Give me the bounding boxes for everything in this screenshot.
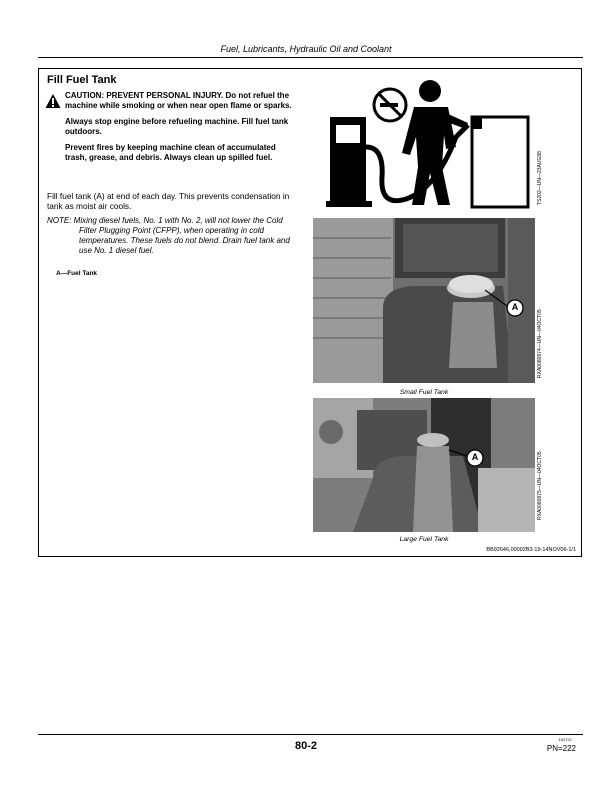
small-fuel-tank-photo [313, 218, 535, 383]
figure-id: TS202—UN—23AUG88 [537, 151, 543, 205]
figure-caption: Large Fuel Tank [399, 536, 449, 543]
note-text: NOTE: Mixing diesel fuels, No. 1 with No. 2, will not lower the Cold Filter Plugging Point (CFPP), when operating in cold temperatures. These fuels do not blend. Drain fuel tank and use No. 1 diesel fuel. [47, 216, 290, 255]
callout-a: A [471, 452, 479, 462]
document-id: BB92646,00002B3-19-14NOV06-1/1 [486, 547, 576, 553]
page-number: 80-2 [294, 740, 318, 752]
footer-code: 102721 [558, 737, 572, 742]
refueling-illustration [326, 77, 532, 211]
caution-line: CAUTION: PREVENT PERSONAL INJURY. Do not refuel the machine while smoking or when near open flame or sparks. [65, 91, 292, 110]
caution-line: Prevent fires by keeping machine clean of accumulated trash, grease, and debris. Always clean up spilled fuel. [65, 143, 276, 162]
no-smoking-icon [374, 89, 406, 121]
figure-id: RXA0080974—UN—04OCT05 [537, 309, 543, 378]
figure-legend: A—Fuel Tank [56, 270, 98, 277]
callout-a: A [511, 302, 519, 312]
caution-block [65, 91, 297, 169]
warning-triangle-icon [45, 93, 61, 109]
section-title: Fill Fuel Tank [47, 74, 117, 86]
footer-rule [38, 734, 583, 735]
page-pn: PN=222 [546, 744, 576, 753]
caution-line: Always stop engine before refueling machine. Fill fuel tank outdoors. [65, 117, 289, 136]
header-rule [38, 57, 583, 58]
running-header: Fuel, Lubricants, Hydraulic Oil and Coolant [220, 44, 392, 54]
instruction-text: Fill fuel tank (A) at end of each day. This prevents condensation in tank as moist air cools. [47, 191, 290, 211]
figure-caption: Small Fuel Tank [399, 389, 449, 396]
figure-id: RXA0080975—UN—04OCT05 [537, 451, 543, 520]
large-fuel-tank-photo [313, 398, 535, 532]
